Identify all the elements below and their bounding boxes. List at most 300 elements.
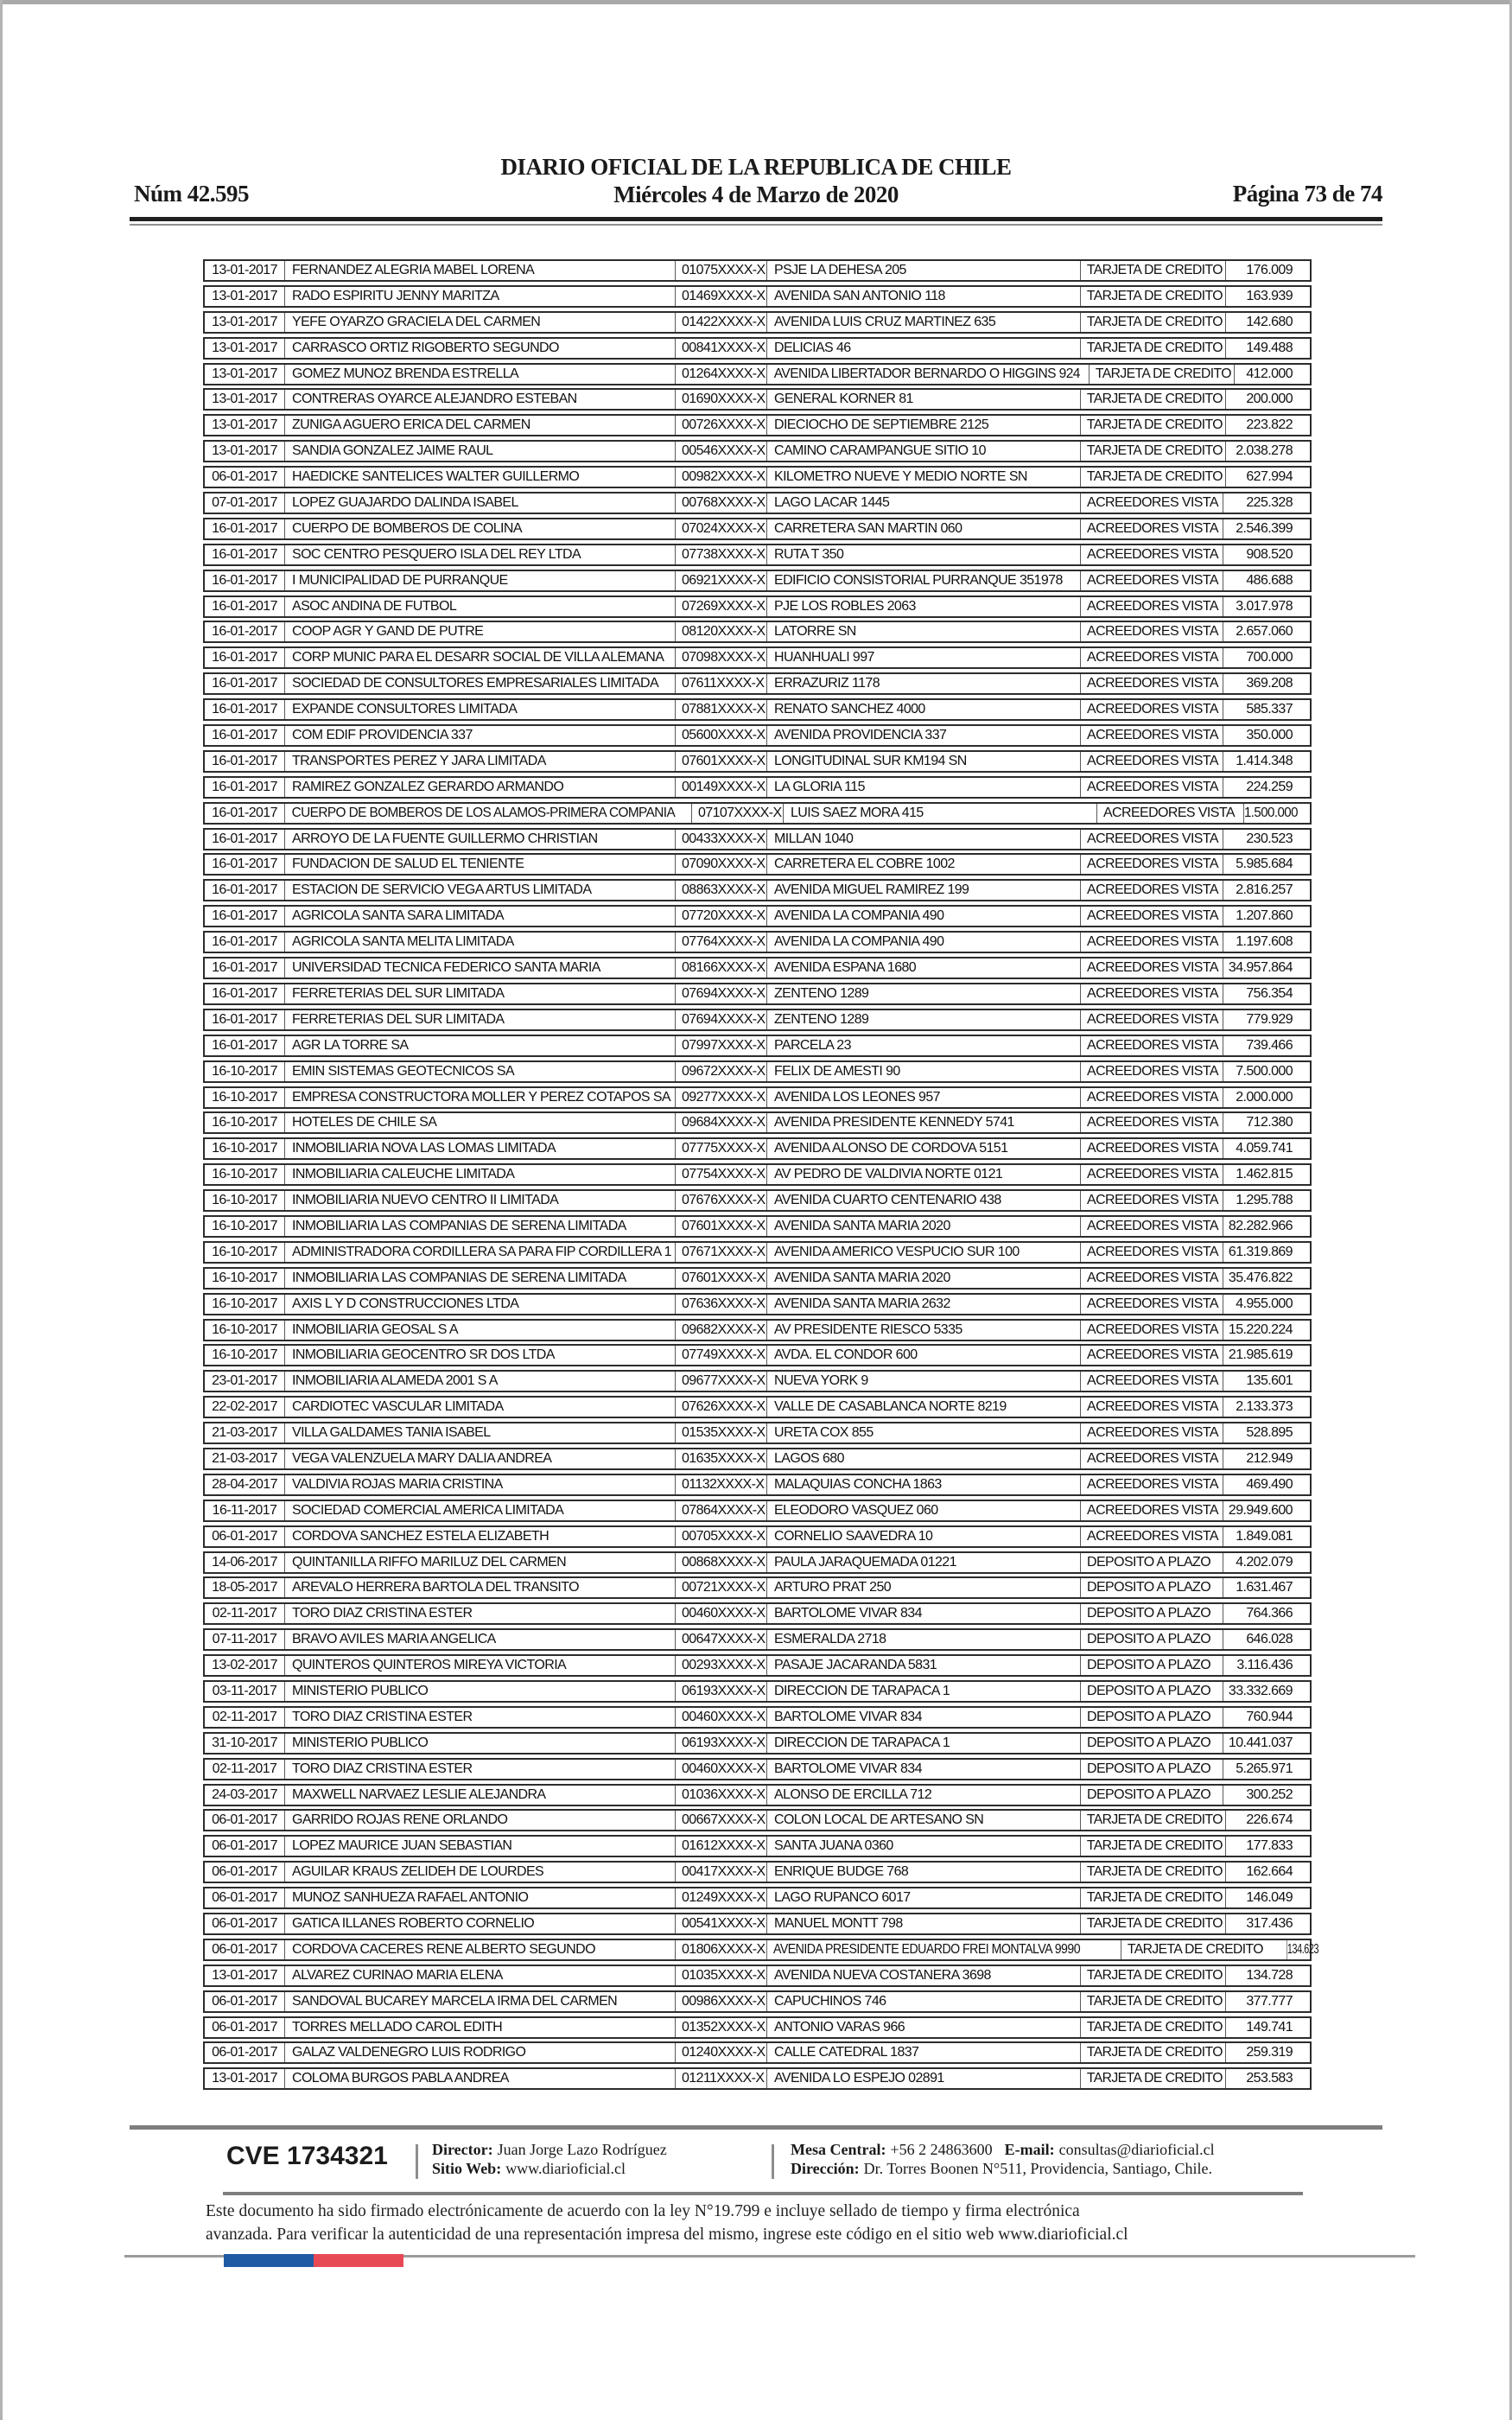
table-row bbox=[203, 492, 1312, 514]
cell-name: CONTRERAS OYARCE ALEJANDRO ESTEBAN bbox=[284, 390, 675, 409]
cell-address: AVENIDA SANTA MARIA 2020 bbox=[766, 1217, 1080, 1236]
cell-account-type: TARJETA DE CREDITO bbox=[1080, 2018, 1223, 2037]
cell-account-type: ACREEDORES VISTA bbox=[1080, 622, 1223, 641]
cell-amount: 35.476.822 bbox=[1223, 1269, 1310, 1288]
cell-address: BARTOLOME VIVAR 834 bbox=[766, 1760, 1080, 1779]
cell-name: ALVAREZ CURINAO MARIA ELENA bbox=[284, 1966, 675, 1985]
cell-amount: 2.038.278 bbox=[1225, 442, 1310, 461]
cell-date: 22-02-2017 bbox=[212, 1399, 277, 1415]
cell-name: INMOBILIARIA GEOCENTRO SR DOS LTDA bbox=[284, 1346, 675, 1365]
cell-date: 16-10-2017 bbox=[212, 1218, 277, 1233]
cell-date: 16-01-2017 bbox=[212, 831, 277, 846]
cell-date: 13-02-2017 bbox=[212, 1658, 277, 1673]
cell-account-type: ACREEDORES VISTA bbox=[1080, 855, 1223, 874]
cell-name: EMPRESA CONSTRUCTORA MOLLER Y PEREZ COTAPOS SA bbox=[284, 1088, 675, 1107]
table-row bbox=[203, 1422, 1312, 1444]
cell-name: SOC CENTRO PESQUERO ISLA DEL REY LTDA bbox=[284, 545, 675, 564]
cell-address: PAULA JARAQUEMADA 01221 bbox=[766, 1553, 1080, 1572]
cell-date: 16-10-2017 bbox=[212, 1141, 277, 1156]
cell-id: 01635XXXX-X bbox=[675, 1449, 766, 1468]
cell-address: MANUEL MONTT 798 bbox=[766, 1914, 1080, 1933]
cell-name: ADMINISTRADORA CORDILLERA SA PARA FIP CORDILLERA 1 bbox=[284, 1243, 675, 1262]
cell-name: ZUNIGA AGUERO ERICA DEL CARMEN bbox=[284, 416, 675, 435]
cell-amount: 176.009 bbox=[1225, 261, 1310, 280]
table-row bbox=[203, 1732, 1312, 1754]
cell-date: 13-01-2017 bbox=[212, 263, 277, 277]
footer-rule-middle bbox=[223, 2192, 1303, 2195]
cell-account-type: TARJETA DE CREDITO bbox=[1080, 468, 1223, 487]
cell-amount: 149.741 bbox=[1225, 2018, 1310, 2037]
cell-amount: 34.957.864 bbox=[1223, 958, 1310, 978]
cell-account-type: ACREEDORES VISTA bbox=[1080, 1398, 1223, 1417]
header-rule-thick bbox=[130, 217, 1382, 221]
cell-id: 01469XXXX-X bbox=[675, 287, 766, 306]
cell-name: CARDIOTEC VASCULAR LIMITADA bbox=[284, 1398, 675, 1417]
cell-address: ARTURO PRAT 250 bbox=[766, 1578, 1080, 1597]
cell-date: 16-10-2017 bbox=[212, 1270, 277, 1285]
cell-address: DIRECCION DE TARAPACA 1 bbox=[766, 1682, 1080, 1701]
cell-amount: 212.949 bbox=[1223, 1449, 1310, 1468]
table-row bbox=[203, 1835, 1312, 1857]
cell-address: AVENIDA LA COMPANIA 490 bbox=[766, 907, 1080, 926]
cell-account-type: ACREEDORES VISTA bbox=[1096, 804, 1239, 823]
cell-date: 16-01-2017 bbox=[212, 985, 277, 1001]
cell-date: 31-10-2017 bbox=[212, 1735, 277, 1750]
cell-id: 07694XXXX-X bbox=[675, 1010, 766, 1029]
cell-amount: 149.488 bbox=[1225, 339, 1310, 358]
table-row bbox=[203, 1370, 1312, 1392]
footer-rule-top bbox=[130, 2125, 1382, 2130]
cell-account-type: ACREEDORES VISTA bbox=[1080, 1139, 1223, 1158]
cell-name: BRAVO AVILES MARIA ANGELICA bbox=[284, 1630, 675, 1649]
cell-account-type: ACREEDORES VISTA bbox=[1080, 571, 1223, 590]
table-row bbox=[203, 337, 1312, 360]
table-row bbox=[203, 1939, 1319, 1961]
cell-amount: 2.816.257 bbox=[1223, 881, 1310, 900]
cell-account-type: ACREEDORES VISTA bbox=[1080, 519, 1223, 538]
table-row bbox=[203, 957, 1312, 979]
cell-date: 06-01-2017 bbox=[212, 1993, 277, 2009]
cell-id: 06193XXXX-X bbox=[675, 1682, 766, 1701]
cell-date: 28-04-2017 bbox=[212, 1476, 277, 1492]
cell-id: 07611XXXX-X bbox=[675, 674, 766, 693]
cell-amount: 1.207.860 bbox=[1223, 907, 1310, 926]
cell-id: 00705XXXX-X bbox=[675, 1527, 766, 1546]
cell-address: AVENIDA LIBERTADOR BERNARDO O HIGGINS 924 bbox=[766, 365, 1080, 384]
cell-amount: 4.059.741 bbox=[1223, 1139, 1310, 1158]
cell-date: 13-01-2017 bbox=[212, 443, 277, 459]
cell-date: 16-01-2017 bbox=[212, 1011, 277, 1027]
footer-divider-2 bbox=[772, 2144, 774, 2179]
cell-amount: 5.265.971 bbox=[1223, 1760, 1310, 1779]
sitio-web-label: Sitio Web: bbox=[432, 2159, 502, 2177]
cell-amount: 162.664 bbox=[1225, 1863, 1310, 1882]
cell-name: RAMIREZ GONZALEZ GERARDO ARMANDO bbox=[284, 778, 675, 797]
cell-name: EXPANDE CONSULTORES LIMITADA bbox=[284, 700, 675, 719]
table-row bbox=[203, 646, 1312, 669]
header-rule-thin bbox=[130, 224, 1382, 226]
cell-amount: 646.028 bbox=[1223, 1630, 1310, 1649]
cell-name: GARRIDO ROJAS RENE ORLANDO bbox=[284, 1811, 675, 1830]
cell-date: 16-01-2017 bbox=[212, 960, 277, 976]
cell-id: 06193XXXX-X bbox=[675, 1734, 766, 1753]
cell-address: CAMINO CARAMPANGUE SITIO 10 bbox=[766, 442, 1080, 461]
cell-id: 08120XXXX-X bbox=[675, 622, 766, 641]
cell-amount: 779.929 bbox=[1223, 1010, 1310, 1029]
cell-id: 01240XXXX-X bbox=[675, 2043, 766, 2062]
cell-date: 18-05-2017 bbox=[212, 1580, 277, 1595]
table-row bbox=[203, 1086, 1312, 1109]
cell-account-type: DEPOSITO A PLAZO bbox=[1080, 1578, 1223, 1597]
cell-name: VEGA VALENZUELA MARY DALIA ANDREA bbox=[284, 1449, 675, 1468]
cell-date: 06-01-2017 bbox=[212, 469, 277, 485]
cell-date: 16-01-2017 bbox=[212, 934, 277, 950]
table-row bbox=[203, 1913, 1312, 1935]
legal-notice bbox=[206, 2200, 1355, 2246]
cell-name: YEFE OYARZO GRACIELA DEL CARMEN bbox=[284, 313, 675, 332]
cell-id: 09672XXXX-X bbox=[675, 1062, 766, 1081]
cell-account-type: ACREEDORES VISTA bbox=[1080, 1062, 1223, 1081]
mesa-central-label: Mesa Central: bbox=[791, 2141, 886, 2158]
cell-id: 01612XXXX-X bbox=[675, 1837, 766, 1856]
cell-id: 00726XXXX-X bbox=[675, 416, 766, 435]
cell-date: 13-01-2017 bbox=[212, 366, 277, 381]
cell-address: DELICIAS 46 bbox=[766, 339, 1080, 358]
cell-id: 01035XXXX-X bbox=[675, 1966, 766, 1985]
table-row bbox=[203, 466, 1312, 488]
cell-address: CALLE CATEDRAL 1837 bbox=[766, 2043, 1080, 2062]
cell-name: AGR LA TORRE SA bbox=[284, 1036, 675, 1055]
cell-date: 16-01-2017 bbox=[212, 805, 277, 820]
cell-id: 00841XXXX-X bbox=[675, 339, 766, 358]
cell-name: CORDOVA CACERES RENE ALBERTO SEGUNDO bbox=[284, 1940, 675, 1959]
table-row bbox=[203, 1602, 1312, 1625]
table-row bbox=[203, 259, 1312, 282]
cell-amount: 1.462.815 bbox=[1223, 1165, 1310, 1184]
chile-flag-blue-bar bbox=[224, 2254, 314, 2267]
footer-contact-block bbox=[791, 2141, 1215, 2178]
cell-date: 06-01-2017 bbox=[212, 1941, 277, 1957]
cell-amount: 2.133.373 bbox=[1223, 1398, 1310, 1417]
cell-name: VALDIVIA ROJAS MARIA CRISTINA bbox=[284, 1475, 675, 1494]
cell-name: HOTELES DE CHILE SA bbox=[284, 1113, 675, 1132]
table-row bbox=[203, 285, 1312, 308]
cell-name: GOMEZ MUNOZ BRENDA ESTRELLA bbox=[284, 365, 675, 384]
director-label: Director: bbox=[432, 2141, 493, 2158]
cell-date: 16-01-2017 bbox=[212, 572, 277, 588]
cell-account-type: TARJETA DE CREDITO bbox=[1080, 1811, 1223, 1830]
cell-date: 13-01-2017 bbox=[212, 288, 277, 303]
cell-date: 16-01-2017 bbox=[212, 702, 277, 717]
table-row bbox=[203, 1035, 1312, 1057]
cell-amount: 486.688 bbox=[1223, 571, 1310, 590]
cell-date: 16-10-2017 bbox=[212, 1089, 277, 1105]
cell-amount: 1.414.348 bbox=[1223, 752, 1310, 771]
cell-amount: 135.601 bbox=[1223, 1372, 1310, 1391]
cell-amount: 230.523 bbox=[1223, 830, 1310, 849]
cell-account-type: TARJETA DE CREDITO bbox=[1080, 287, 1223, 306]
chile-flag-red-bar bbox=[314, 2254, 403, 2267]
cell-date: 24-03-2017 bbox=[212, 1786, 277, 1802]
cell-address: VALLE DE CASABLANCA NORTE 8219 bbox=[766, 1398, 1080, 1417]
cell-amount: 3.017.978 bbox=[1223, 597, 1310, 616]
cell-account-type: TARJETA DE CREDITO bbox=[1080, 1888, 1223, 1907]
cell-amount: 3.116.436 bbox=[1223, 1656, 1310, 1675]
cell-date: 06-01-2017 bbox=[212, 1864, 277, 1880]
cell-address: AVENIDA CUARTO CENTENARIO 438 bbox=[766, 1191, 1080, 1210]
cell-date: 16-10-2017 bbox=[212, 1167, 277, 1182]
cell-account-type: DEPOSITO A PLAZO bbox=[1080, 1760, 1223, 1779]
cell-address: MALAQUIAS CONCHA 1863 bbox=[766, 1475, 1080, 1494]
cell-account-type: TARJETA DE CREDITO bbox=[1080, 1863, 1223, 1882]
cell-id: 09682XXXX-X bbox=[675, 1321, 766, 1340]
cell-amount: 163.939 bbox=[1225, 287, 1310, 306]
cell-address: AVENIDA SANTA MARIA 2020 bbox=[766, 1269, 1080, 1288]
table-row bbox=[203, 1137, 1312, 1160]
cell-date: 16-01-2017 bbox=[212, 520, 277, 536]
cell-date: 13-01-2017 bbox=[212, 1967, 277, 1983]
cell-amount: 134.623 bbox=[1286, 1940, 1330, 1959]
cell-id: 07864XXXX-X bbox=[675, 1501, 766, 1520]
cell-account-type: TARJETA DE CREDITO bbox=[1080, 2043, 1223, 2062]
cell-id: 07090XXXX-X bbox=[675, 855, 766, 874]
cell-date: 02-11-2017 bbox=[212, 1709, 277, 1724]
table-row bbox=[203, 2016, 1312, 2039]
cell-date: 06-01-2017 bbox=[212, 1838, 277, 1854]
cell-id: 07738XXXX-X bbox=[675, 545, 766, 564]
cell-id: 00647XXXX-X bbox=[675, 1630, 766, 1649]
cell-id: 00460XXXX-X bbox=[675, 1760, 766, 1779]
table-row bbox=[203, 1474, 1312, 1496]
table-row bbox=[203, 802, 1312, 825]
cell-id: 00868XXXX-X bbox=[675, 1553, 766, 1572]
cell-name: MAXWELL NARVAEZ LESLIE ALEJANDRA bbox=[284, 1786, 675, 1805]
cell-id: 07098XXXX-X bbox=[675, 648, 766, 667]
cell-name: MINISTERIO PUBLICO bbox=[284, 1734, 675, 1753]
cell-account-type: DEPOSITO A PLAZO bbox=[1080, 1682, 1223, 1701]
cell-date: 06-01-2017 bbox=[212, 1528, 277, 1544]
cell-id: 01036XXXX-X bbox=[675, 1786, 766, 1805]
table-row bbox=[203, 1111, 1312, 1134]
cell-amount: 1.197.608 bbox=[1223, 933, 1310, 952]
cell-name: UNIVERSIDAD TECNICA FEDERICO SANTA MARIA bbox=[284, 958, 675, 978]
cell-account-type: ACREEDORES VISTA bbox=[1080, 1191, 1223, 1210]
cell-address: PJE LOS ROBLES 2063 bbox=[766, 597, 1080, 616]
cell-name: CUERPO DE BOMBEROS DE LOS ALAMOS-PRIMERA COMPANIA bbox=[284, 804, 675, 823]
table-row bbox=[203, 879, 1312, 901]
table-row bbox=[203, 414, 1312, 436]
table-row bbox=[203, 828, 1312, 850]
cell-amount: 700.000 bbox=[1223, 648, 1310, 667]
table-row bbox=[203, 570, 1312, 592]
cell-date: 16-01-2017 bbox=[212, 753, 277, 768]
cell-address: AVENIDA AMERICO VESPUCIO SUR 100 bbox=[766, 1243, 1080, 1262]
cell-account-type: TARJETA DE CREDITO bbox=[1080, 1837, 1223, 1856]
cell-amount: 226.674 bbox=[1225, 1811, 1310, 1830]
cell-address: COLON LOCAL DE ARTESANO SN bbox=[766, 1811, 1080, 1830]
cell-account-type: ACREEDORES VISTA bbox=[1080, 881, 1223, 900]
cell-date: 16-01-2017 bbox=[212, 728, 277, 743]
cell-id: 07671XXXX-X bbox=[675, 1243, 766, 1262]
cell-date: 13-01-2017 bbox=[212, 2071, 277, 2086]
cell-date: 13-01-2017 bbox=[212, 417, 277, 433]
cell-account-type: DEPOSITO A PLAZO bbox=[1080, 1786, 1223, 1805]
table-row bbox=[203, 518, 1312, 540]
cell-amount: 412.000 bbox=[1234, 365, 1310, 384]
cell-address: ELEODORO VASQUEZ 060 bbox=[766, 1501, 1080, 1520]
cell-account-type: ACREEDORES VISTA bbox=[1080, 1113, 1223, 1132]
table-row bbox=[203, 440, 1312, 462]
sitio-web-link[interactable]: www.diarioficial.cl bbox=[505, 2159, 626, 2177]
cell-id: 07720XXXX-X bbox=[675, 907, 766, 926]
table-row bbox=[203, 1965, 1312, 1987]
cell-id: 00667XXXX-X bbox=[675, 1811, 766, 1830]
cell-id: 05600XXXX-X bbox=[675, 726, 766, 745]
cell-name: CORP MUNIC PARA EL DESARR SOCIAL DE VILLA ALEMANA bbox=[284, 648, 675, 667]
cell-account-type: DEPOSITO A PLAZO bbox=[1080, 1656, 1223, 1675]
cell-account-type: ACREEDORES VISTA bbox=[1080, 1036, 1223, 1055]
table-row bbox=[203, 363, 1312, 385]
table-row bbox=[203, 1654, 1312, 1677]
cell-id: 01690XXXX-X bbox=[675, 390, 766, 409]
cell-id: 01132XXXX-X bbox=[675, 1475, 766, 1494]
cell-name: FUNDACION DE SALUD EL TENIENTE bbox=[284, 855, 675, 874]
table-row bbox=[203, 750, 1312, 773]
cell-address: NUEVA YORK 9 bbox=[766, 1372, 1080, 1391]
table-row bbox=[203, 1267, 1312, 1290]
table-row bbox=[203, 2041, 1312, 2064]
cell-name: SOCIEDAD DE CONSULTORES EMPRESARIALES LIMITADA bbox=[284, 674, 675, 693]
cell-account-type: ACREEDORES VISTA bbox=[1080, 726, 1223, 745]
cell-address: AVENIDA PROVIDENCIA 337 bbox=[766, 726, 1080, 745]
cell-amount: 1.500.000 bbox=[1243, 804, 1314, 823]
table-row bbox=[203, 1319, 1312, 1341]
cell-date: 16-01-2017 bbox=[212, 676, 277, 691]
cell-amount: 760.944 bbox=[1223, 1708, 1310, 1727]
cell-account-type: ACREEDORES VISTA bbox=[1080, 752, 1223, 771]
table-row bbox=[203, 621, 1312, 643]
cell-account-type: ACREEDORES VISTA bbox=[1080, 1217, 1223, 1236]
cell-name: LOPEZ MAURICE JUAN SEBASTIAN bbox=[284, 1837, 675, 1856]
page-indicator: Página 73 de 74 bbox=[1232, 181, 1382, 207]
footer-divider-1 bbox=[416, 2144, 418, 2179]
cell-amount: 764.366 bbox=[1223, 1604, 1310, 1623]
cell-amount: 61.319.869 bbox=[1223, 1243, 1310, 1262]
cell-amount: 5.985.684 bbox=[1223, 855, 1310, 874]
cell-name: ASOC ANDINA DE FUTBOL bbox=[284, 597, 675, 616]
legal-notice-line2: avanzada. Para verificar la autenticidad de una representación impresa del mismo, ingrese este código en el sitio web www.diarioficial.cl bbox=[206, 2226, 1128, 2244]
cell-date: 16-11-2017 bbox=[212, 1502, 277, 1518]
cell-amount: 369.208 bbox=[1223, 674, 1310, 693]
cell-id: 07676XXXX-X bbox=[675, 1191, 766, 1210]
cell-amount: 2.000.000 bbox=[1223, 1088, 1310, 1107]
cell-name: AXIS L Y D CONSTRUCCIONES LTDA bbox=[284, 1295, 675, 1314]
table-row bbox=[203, 2067, 1312, 2090]
cell-name: GATICA ILLANES ROBERTO CORNELIO bbox=[284, 1914, 675, 1933]
cell-address: ERRAZURIZ 1178 bbox=[766, 674, 1080, 693]
cell-amount: 739.466 bbox=[1223, 1036, 1310, 1055]
cell-name: ESTACION DE SERVICIO VEGA ARTUS LIMITADA bbox=[284, 881, 675, 900]
cell-name: VILLA GALDAMES TANIA ISABEL bbox=[284, 1423, 675, 1442]
table-row bbox=[203, 1396, 1312, 1418]
cell-id: 01264XXXX-X bbox=[675, 365, 766, 384]
cell-account-type: DEPOSITO A PLAZO bbox=[1080, 1630, 1223, 1649]
cell-date: 02-11-2017 bbox=[212, 1606, 277, 1621]
cell-name: INMOBILIARIA LAS COMPANIAS DE SERENA LIMITADA bbox=[284, 1269, 675, 1288]
cell-name: INMOBILIARIA LAS COMPANIAS DE SERENA LIMITADA bbox=[284, 1217, 675, 1236]
cell-name: FERRETERIAS DEL SUR LIMITADA bbox=[284, 1010, 675, 1029]
cell-date: 21-03-2017 bbox=[212, 1450, 277, 1466]
cell-id: 01806XXXX-X bbox=[675, 1940, 766, 1959]
cell-account-type: ACREEDORES VISTA bbox=[1080, 494, 1223, 513]
direccion-line bbox=[791, 2160, 1215, 2179]
email-link[interactable]: consultas@diarioficial.cl bbox=[1058, 2141, 1215, 2158]
cell-id: 00982XXXX-X bbox=[675, 468, 766, 487]
cell-amount: 253.583 bbox=[1225, 2069, 1310, 2088]
cell-amount: 33.332.669 bbox=[1223, 1682, 1310, 1701]
cell-amount: 350.000 bbox=[1223, 726, 1310, 745]
cell-id: 07764XXXX-X bbox=[675, 933, 766, 952]
cell-amount: 225.328 bbox=[1223, 494, 1310, 513]
cell-id: 00417XXXX-X bbox=[675, 1863, 766, 1882]
cell-address: URETA COX 855 bbox=[766, 1423, 1080, 1442]
cell-name: SOCIEDAD COMERCIAL AMERICA LIMITADA bbox=[284, 1501, 675, 1520]
cell-address: LAGOS 680 bbox=[766, 1449, 1080, 1468]
cell-name: CORDOVA SANCHEZ ESTELA ELIZABETH bbox=[284, 1527, 675, 1546]
cell-address: LA GLORIA 115 bbox=[766, 778, 1080, 797]
cell-date: 06-01-2017 bbox=[212, 2019, 277, 2035]
cell-amount: 1.631.467 bbox=[1223, 1578, 1310, 1597]
cell-address: KILOMETRO NUEVE Y MEDIO NORTE SN bbox=[766, 468, 1080, 487]
cell-address: CORNELIO SAAVEDRA 10 bbox=[766, 1527, 1080, 1546]
cell-id: 00293XXXX-X bbox=[675, 1656, 766, 1675]
cell-name: COLOMA BURGOS PABLA ANDREA bbox=[284, 2069, 675, 2088]
table-row bbox=[203, 1163, 1312, 1186]
cell-id: 00546XXXX-X bbox=[675, 442, 766, 461]
cell-account-type: ACREEDORES VISTA bbox=[1080, 1372, 1223, 1391]
cell-name: AGRICOLA SANTA MELITA LIMITADA bbox=[284, 933, 675, 952]
table-row bbox=[203, 905, 1312, 927]
cell-amount: 1.849.081 bbox=[1223, 1527, 1310, 1546]
cell-name: AREVALO HERRERA BARTOLA DEL TRANSITO bbox=[284, 1578, 675, 1597]
cell-amount: 585.337 bbox=[1223, 700, 1310, 719]
table-row bbox=[203, 1680, 1312, 1703]
cell-name: SANDOVAL BUCAREY MARCELA IRMA DEL CARMEN bbox=[284, 1992, 675, 2011]
cell-id: 07024XXXX-X bbox=[675, 519, 766, 538]
cell-account-type: TARJETA DE CREDITO bbox=[1080, 416, 1223, 435]
cell-id: 07749XXXX-X bbox=[675, 1346, 766, 1365]
cell-date: 13-01-2017 bbox=[212, 340, 277, 355]
cell-amount: 146.049 bbox=[1225, 1888, 1310, 1907]
cell-id: 08863XXXX-X bbox=[675, 881, 766, 900]
cell-amount: 528.895 bbox=[1223, 1423, 1310, 1442]
cell-address: AV PEDRO DE VALDIVIA NORTE 0121 bbox=[766, 1165, 1080, 1184]
cell-date: 06-01-2017 bbox=[212, 2045, 277, 2060]
table-row bbox=[203, 1448, 1312, 1470]
cell-account-type: ACREEDORES VISTA bbox=[1080, 1088, 1223, 1107]
cell-address: CAPUCHINOS 746 bbox=[766, 1992, 1080, 2011]
cell-address: AVENIDA SAN ANTONIO 118 bbox=[766, 287, 1080, 306]
cell-address: HUANHUALI 997 bbox=[766, 648, 1080, 667]
cell-name: QUINTEROS QUINTEROS MIREYA VICTORIA bbox=[284, 1656, 675, 1675]
table-row bbox=[203, 1887, 1312, 1909]
cell-address: RENATO SANCHEZ 4000 bbox=[766, 700, 1080, 719]
cell-account-type: TARJETA DE CREDITO bbox=[1080, 339, 1223, 358]
footer-director-block bbox=[432, 2141, 667, 2178]
table-row bbox=[203, 724, 1312, 747]
cell-id: 07694XXXX-X bbox=[675, 984, 766, 1003]
cell-id: 01352XXXX-X bbox=[675, 2018, 766, 2037]
